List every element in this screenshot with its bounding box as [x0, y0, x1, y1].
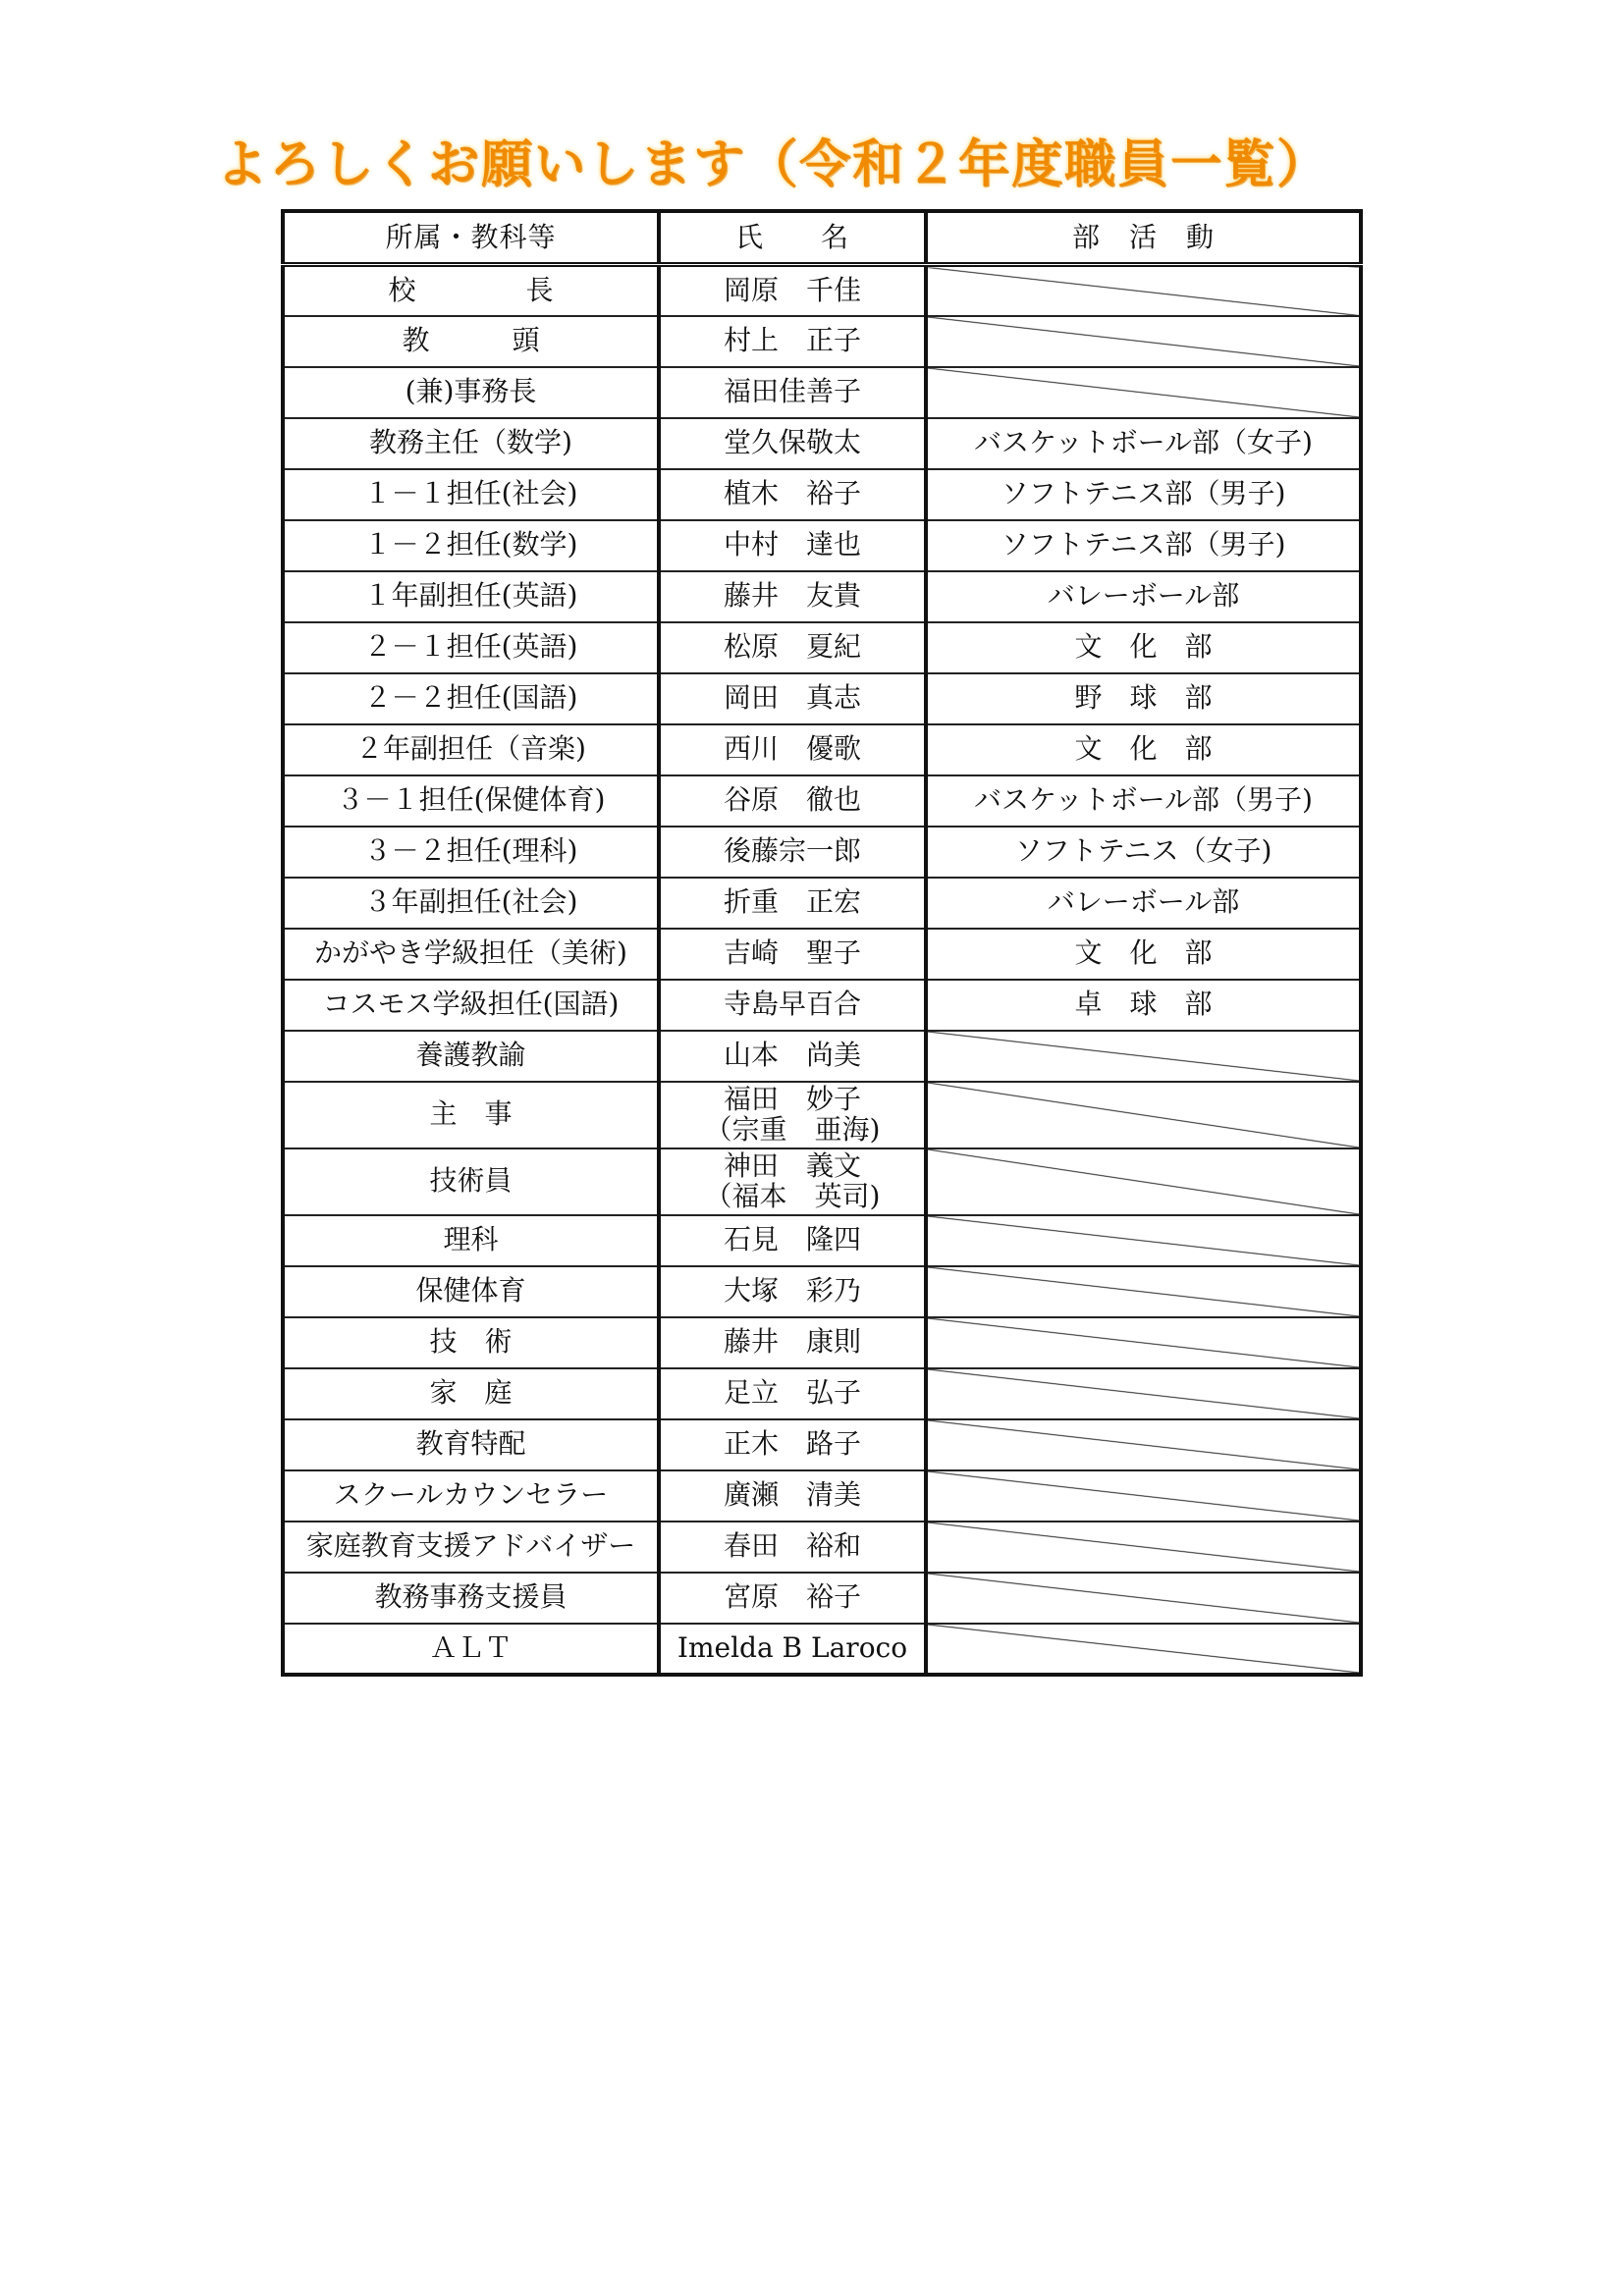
role-cell: 教務主任（数学) — [283, 418, 659, 469]
table-row — [283, 1317, 1361, 1368]
table-row — [283, 1522, 1361, 1573]
role-cell: 養護教諭 — [283, 1031, 659, 1082]
role-cell: ３－１担任(保健体育) — [283, 775, 659, 827]
table-row — [283, 622, 1361, 673]
table-row — [283, 929, 1361, 980]
table-row — [283, 1419, 1361, 1470]
role-cell: (兼)事務長 — [283, 367, 659, 418]
club-cell-empty — [926, 1031, 1361, 1082]
role-cell: かがやき学級担任（美術) — [283, 929, 659, 980]
table-row — [283, 827, 1361, 878]
table-row — [283, 571, 1361, 622]
name-cell: 植木 裕子 — [659, 469, 926, 520]
role-cell: ＡＬＴ — [283, 1624, 659, 1675]
club-cell-empty — [926, 265, 1361, 316]
role-cell: １－１担任(社会) — [283, 469, 659, 520]
name-cell: 西川 優歌 — [659, 724, 926, 775]
name-cell: 岡田 真志 — [659, 673, 926, 724]
club-cell: ソフトテニス部（男子) — [926, 520, 1361, 571]
name-cell: 松原 夏紀 — [659, 622, 926, 673]
table-row — [283, 469, 1361, 520]
name-cell: 後藤宗一郎 — [659, 827, 926, 878]
table-row — [283, 1031, 1361, 1082]
role-cell: 技術員 — [283, 1148, 659, 1215]
role-cell: ２－１担任(英語) — [283, 622, 659, 673]
name-cell: 寺島早百合 — [659, 980, 926, 1031]
name-cell: 廣瀬 清美 — [659, 1470, 926, 1522]
role-cell: 教務事務支援員 — [283, 1573, 659, 1624]
club-cell: バレーボール部 — [926, 571, 1361, 622]
role-cell: スクールカウンセラー — [283, 1470, 659, 1522]
name-secondary: （福本 英司) — [704, 1179, 881, 1212]
header-affiliation: 所属・教科等 — [283, 211, 659, 265]
role-cell: 技 術 — [283, 1317, 659, 1368]
role-cell: ３－２担任(理科) — [283, 827, 659, 878]
table-row — [283, 316, 1361, 367]
name-cell: 堂久保敬太 — [659, 418, 926, 469]
role-cell: 家庭教育支援アドバイザー — [283, 1522, 659, 1573]
table-row — [283, 1573, 1361, 1624]
name-cell: 藤井 友貴 — [659, 571, 926, 622]
club-cell-empty — [926, 1266, 1361, 1317]
name-primary: 福田 妙子 — [723, 1083, 861, 1116]
club-cell: 文 化 部 — [926, 929, 1361, 980]
name-cell — [659, 1148, 926, 1215]
club-cell-empty — [926, 367, 1361, 418]
name-cell: 春田 裕和 — [659, 1522, 926, 1573]
role-cell: 主 事 — [283, 1082, 659, 1148]
name-cell: 吉崎 聖子 — [659, 929, 926, 980]
table-row — [283, 1624, 1361, 1675]
club-cell-empty — [926, 1470, 1361, 1522]
club-cell-empty — [926, 1624, 1361, 1675]
role-cell: 教 頭 — [283, 316, 659, 367]
header-club: 部 活 動 — [926, 211, 1361, 265]
table-row — [283, 1266, 1361, 1317]
role-cell: 教育特配 — [283, 1419, 659, 1470]
name-cell: Imelda B Laroco — [659, 1624, 926, 1675]
club-cell: バスケットボール部（女子) — [926, 418, 1361, 469]
role-cell: ２－２担任(国語) — [283, 673, 659, 724]
club-cell: ソフトテニス（女子) — [926, 827, 1361, 878]
table-row — [283, 1215, 1361, 1266]
staff-table — [281, 209, 1363, 1677]
table-row — [283, 1148, 1361, 1215]
club-cell-empty — [926, 1317, 1361, 1368]
name-cell: 岡原 千佳 — [659, 265, 926, 316]
table-row — [283, 1082, 1361, 1148]
name-cell: 中村 達也 — [659, 520, 926, 571]
role-cell: 理科 — [283, 1215, 659, 1266]
club-cell-empty — [926, 1573, 1361, 1624]
name-cell: 山本 尚美 — [659, 1031, 926, 1082]
name-primary: 神田 義文 — [723, 1149, 861, 1183]
name-cell: 福田佳善子 — [659, 367, 926, 418]
club-cell: 卓 球 部 — [926, 980, 1361, 1031]
name-cell: 正木 路子 — [659, 1419, 926, 1470]
name-cell: 谷原 徹也 — [659, 775, 926, 827]
table-row — [283, 1368, 1361, 1419]
club-cell-empty — [926, 1522, 1361, 1573]
name-cell: 宮原 裕子 — [659, 1573, 926, 1624]
page-title: よろしくお願いします（令和２年度職員一覧） — [216, 135, 1330, 194]
table-row — [283, 724, 1361, 775]
role-cell: 校 長 — [283, 265, 659, 316]
club-cell: ソフトテニス部（男子) — [926, 469, 1361, 520]
table-row — [283, 775, 1361, 827]
club-cell: バスケットボール部（男子) — [926, 775, 1361, 827]
club-cell-empty — [926, 1148, 1361, 1215]
role-cell: 保健体育 — [283, 1266, 659, 1317]
table-row — [283, 418, 1361, 469]
table-row — [283, 878, 1361, 929]
club-cell-empty — [926, 1082, 1361, 1148]
name-cell: 折重 正宏 — [659, 878, 926, 929]
name-cell: 藤井 康則 — [659, 1317, 926, 1368]
role-cell: １－２担任(数学) — [283, 520, 659, 571]
name-cell: 足立 弘子 — [659, 1368, 926, 1419]
club-cell-empty — [926, 1419, 1361, 1470]
table-row — [283, 980, 1361, 1031]
club-cell: 野 球 部 — [926, 673, 1361, 724]
role-cell: ３年副担任(社会) — [283, 878, 659, 929]
name-cell: 石見 隆四 — [659, 1215, 926, 1266]
name-cell — [659, 1082, 926, 1148]
name-cell: 村上 正子 — [659, 316, 926, 367]
club-cell: 文 化 部 — [926, 724, 1361, 775]
table-row — [283, 1470, 1361, 1522]
role-cell: コスモス学級担任(国語) — [283, 980, 659, 1031]
table-header-row — [283, 211, 1361, 265]
club-cell-empty — [926, 316, 1361, 367]
role-cell: ２年副担任（音楽) — [283, 724, 659, 775]
club-cell: バレーボール部 — [926, 878, 1361, 929]
table-row — [283, 520, 1361, 571]
club-cell-empty — [926, 1368, 1361, 1419]
header-name: 氏 名 — [659, 211, 926, 265]
table-row — [283, 673, 1361, 724]
table-row — [283, 265, 1361, 316]
name-secondary: （宗重 亜海) — [704, 1112, 881, 1146]
role-cell: １年副担任(英語) — [283, 571, 659, 622]
table-row — [283, 367, 1361, 418]
club-cell: 文 化 部 — [926, 622, 1361, 673]
role-cell: 家 庭 — [283, 1368, 659, 1419]
name-cell: 大塚 彩乃 — [659, 1266, 926, 1317]
club-cell-empty — [926, 1215, 1361, 1266]
